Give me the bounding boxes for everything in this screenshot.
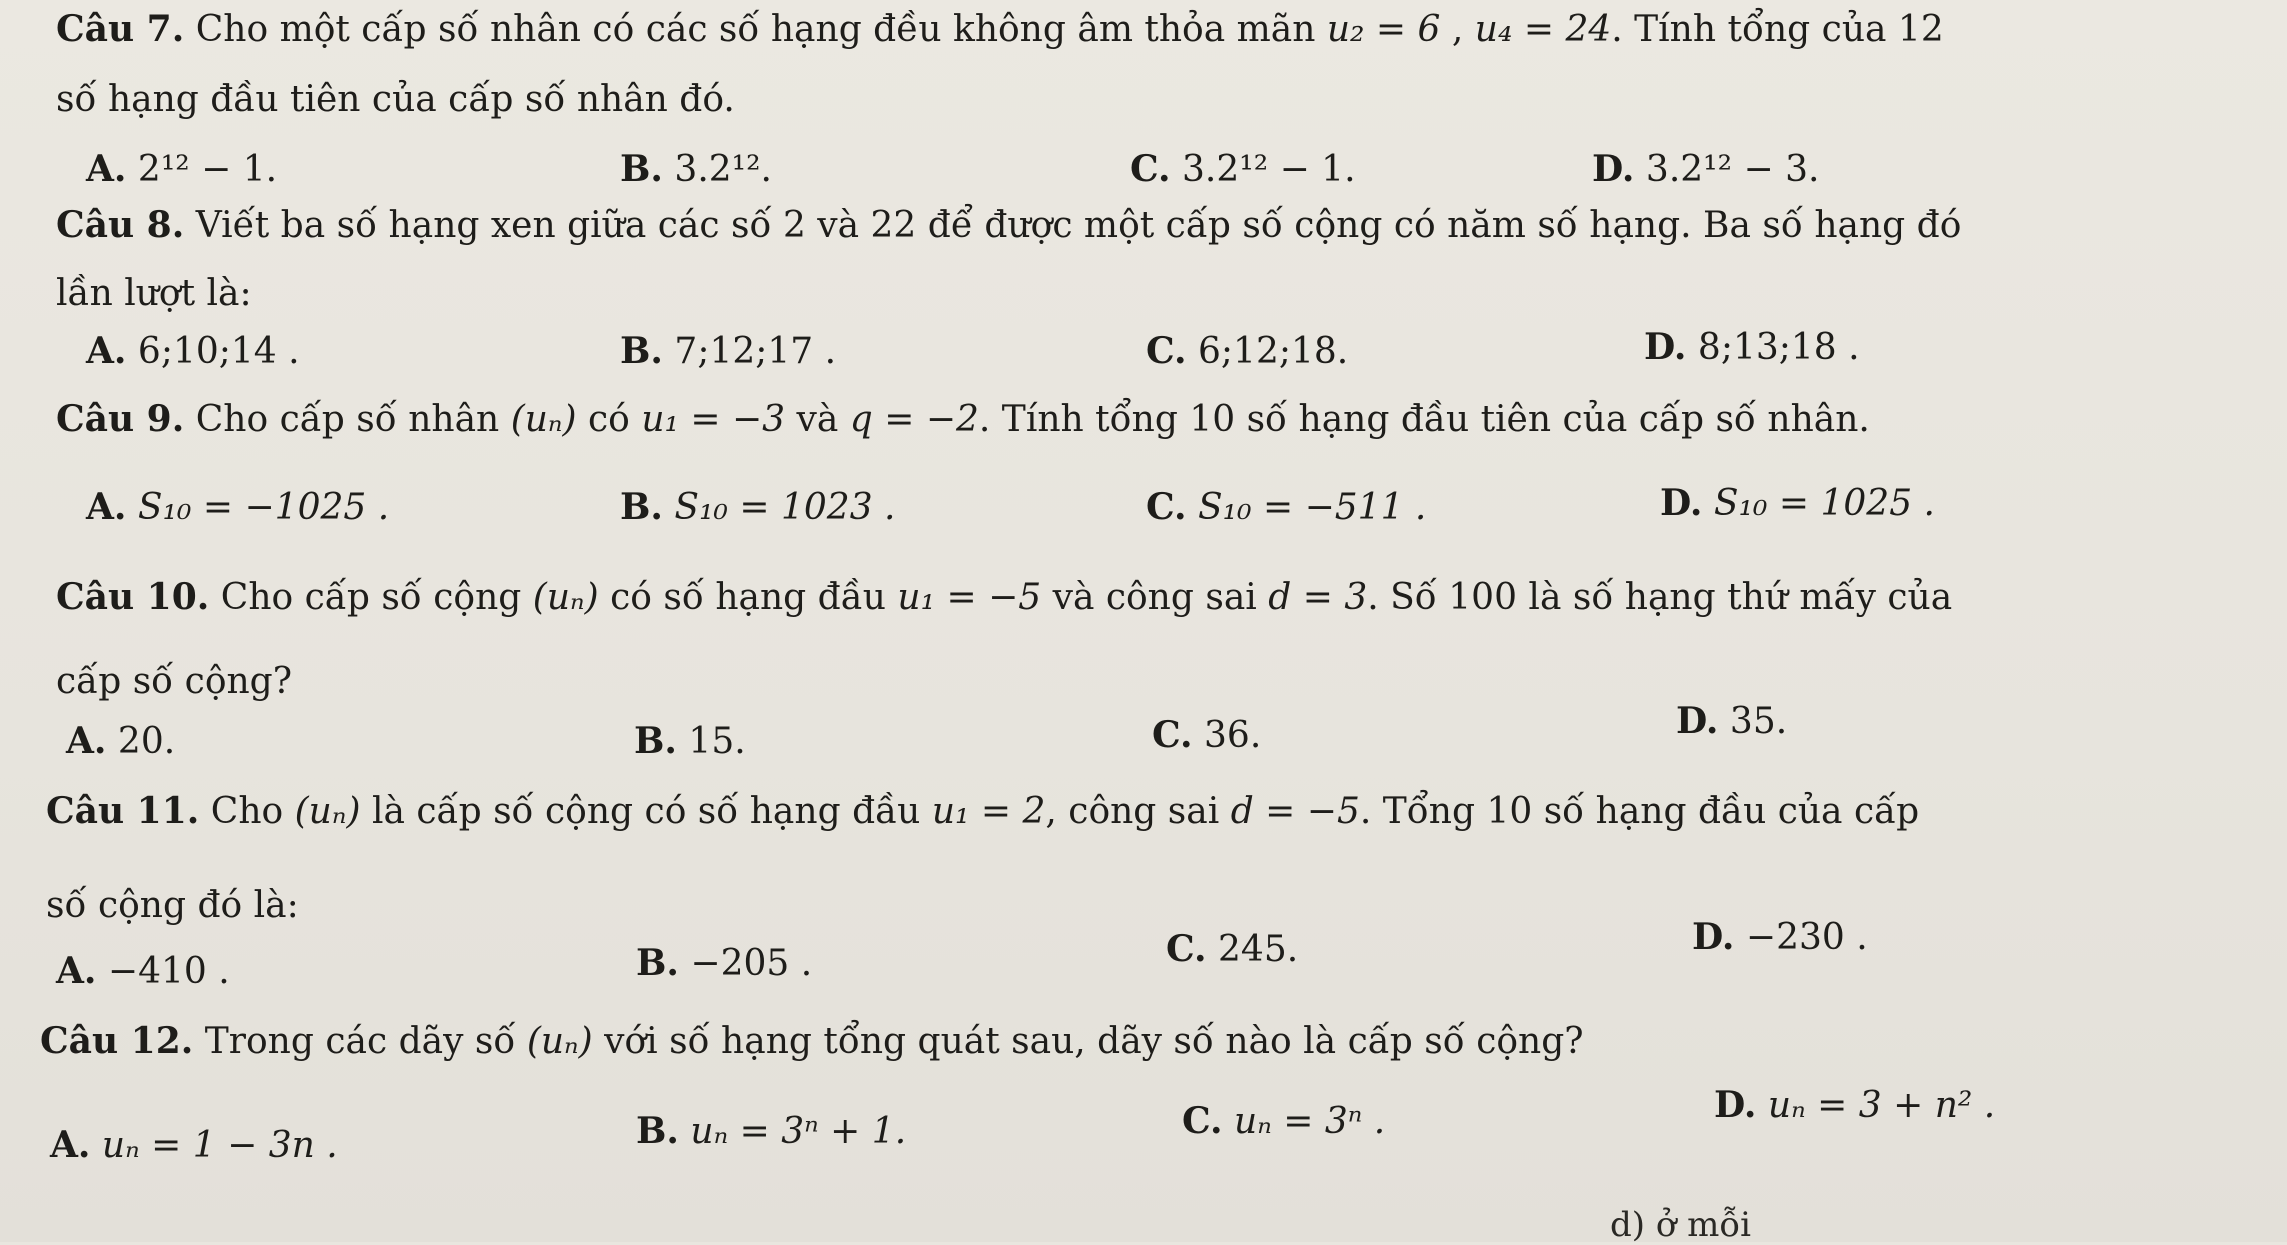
question-8-option-d[interactable]	[1644, 326, 1860, 369]
question-10-option-d[interactable]	[1676, 700, 1787, 743]
option-label: C.	[1130, 148, 1171, 190]
question-10-sequence: (uₙ)	[532, 577, 599, 618]
question-11-option-c[interactable]	[1166, 928, 1298, 971]
option-label: D.	[1592, 148, 1635, 190]
option-text: 245.	[1218, 929, 1299, 970]
option-text: S₁₀ = −1025 .	[137, 487, 390, 528]
option-text: −230 .	[1745, 917, 1868, 958]
question-8-option-a[interactable]	[86, 330, 300, 373]
question-9-condition-1: u₁ = −3	[641, 399, 786, 440]
question-9-option-a[interactable]	[86, 486, 389, 529]
option-label: A.	[66, 720, 107, 762]
question-7-line-2: số hạng đầu tiên của cấp số nhân đó.	[56, 79, 735, 120]
question-7-option-b[interactable]	[620, 148, 772, 191]
option-text: 2¹² − 1.	[137, 149, 278, 190]
option-text: S₁₀ = 1023 .	[674, 487, 896, 528]
question-12-option-d[interactable]	[1714, 1084, 1995, 1127]
option-label: A.	[86, 148, 127, 190]
option-label: C.	[1166, 928, 1207, 970]
option-text: 6;12;18.	[1198, 331, 1349, 372]
option-text: 15.	[688, 721, 746, 762]
question-12-option-c[interactable]	[1182, 1100, 1385, 1143]
option-label: B.	[620, 330, 663, 372]
question-8-text: Viết ba số hạng xen giữa các số 2 và 22 để được một cấp số cộng có năm số hạng. Ba số hạng đó	[184, 205, 1962, 246]
option-text: −205 .	[690, 943, 813, 984]
question-7-text-end: . Tính tổng của 12	[1611, 9, 1944, 50]
question-7-option-c[interactable]	[1130, 148, 1356, 191]
option-text: uₙ = 3ⁿ + 1.	[690, 1111, 907, 1152]
question-11-text: Cho	[199, 791, 295, 832]
option-text: 3.2¹².	[674, 149, 772, 190]
question-11-condition-1: u₁ = 2	[931, 791, 1046, 832]
question-8-option-b[interactable]	[620, 330, 836, 373]
question-10-line-2: cấp số cộng?	[56, 661, 293, 702]
question-7-separator: ,	[1440, 9, 1475, 50]
option-text: 3.2¹² − 3.	[1645, 149, 1820, 190]
question-10-label: Câu 10.	[56, 576, 210, 618]
option-label: B.	[636, 942, 679, 984]
question-9-line-1	[56, 398, 1870, 441]
option-label: D.	[1676, 700, 1719, 742]
option-text: S₁₀ = 1025 .	[1713, 483, 1936, 524]
question-10-condition-2: d = 3	[1268, 577, 1368, 618]
option-text: 8;13;18 .	[1697, 327, 1860, 368]
option-label: A.	[86, 330, 127, 372]
question-11-text-b: là cấp số cộng có số hạng đầu	[360, 791, 932, 832]
cut-off-text: d) ở mỗi	[1610, 1205, 1752, 1245]
question-11-sequence: (uₙ)	[294, 791, 361, 832]
question-9-option-b[interactable]	[620, 486, 896, 529]
option-label: D.	[1644, 326, 1687, 368]
question-11-line-2: số cộng đó là:	[46, 885, 299, 926]
question-9-condition-2: q = −2	[849, 399, 979, 440]
question-7-option-d[interactable]	[1592, 148, 1819, 191]
question-10-text-end: . Số 100 là số hạng thứ mấy của	[1367, 577, 1953, 618]
question-9-sequence: (uₙ)	[510, 399, 577, 440]
question-12-text-b: với số hạng tổng quát sau, dãy số nào là cấp số cộng?	[592, 1021, 1584, 1062]
question-9-label: Câu 9.	[56, 398, 185, 440]
question-12-text: Trong các dãy số	[193, 1021, 527, 1062]
option-label: C.	[1146, 486, 1187, 528]
question-10-text: Cho cấp số cộng	[209, 577, 533, 618]
question-10-text-b: có số hạng đầu	[598, 577, 898, 618]
question-11-text-mid: , công sai	[1045, 791, 1231, 832]
question-11-label: Câu 11.	[46, 790, 200, 832]
option-label: B.	[620, 486, 663, 528]
option-text: 20.	[117, 721, 176, 762]
question-9-text-mid: và	[785, 399, 850, 440]
option-text: S₁₀ = −511 .	[1198, 487, 1427, 528]
question-12-line-1	[40, 1020, 1584, 1063]
question-10-option-b[interactable]	[634, 720, 746, 763]
question-11-text-end: . Tổng 10 số hạng đầu của cấp	[1359, 791, 1920, 832]
question-7-text: Cho một cấp số nhân có các số hạng đều không âm thỏa mãn	[184, 9, 1327, 50]
question-9-text: Cho cấp số nhân	[184, 399, 511, 440]
question-10-line-1	[56, 576, 1952, 619]
option-label: A.	[50, 1124, 91, 1166]
question-9-option-c[interactable]	[1146, 486, 1426, 529]
option-text: 36.	[1204, 715, 1262, 756]
option-text: 35.	[1729, 701, 1788, 742]
question-7-line-1	[56, 8, 1944, 51]
question-12-option-b[interactable]	[636, 1110, 906, 1153]
question-9-option-d[interactable]	[1660, 482, 1935, 525]
question-11-line-1	[46, 790, 1919, 833]
option-text: 3.2¹² − 1.	[1182, 149, 1356, 190]
option-text: 6;10;14 .	[137, 331, 300, 372]
question-10-option-c[interactable]	[1152, 714, 1261, 757]
option-label: C.	[1182, 1100, 1223, 1142]
option-text: −410 .	[107, 951, 230, 992]
question-8-line-1	[56, 204, 1961, 247]
option-text: uₙ = 3 + n² .	[1767, 1085, 1996, 1126]
question-11-option-a[interactable]	[56, 950, 230, 993]
question-8-option-c[interactable]	[1146, 330, 1348, 373]
option-label: C.	[1146, 330, 1187, 372]
option-label: B.	[634, 720, 677, 762]
question-10-condition-1: u₁ = −5	[897, 577, 1042, 618]
option-text: uₙ = 1 − 3n .	[101, 1125, 338, 1166]
option-label: B.	[620, 148, 663, 190]
question-12-option-a[interactable]	[50, 1124, 338, 1167]
option-label: B.	[636, 1110, 679, 1152]
question-7-condition-2: u₄ = 24	[1474, 9, 1612, 50]
question-12-sequence: (uₙ)	[526, 1021, 593, 1062]
question-11-condition-2: d = −5	[1230, 791, 1360, 832]
question-11-option-d[interactable]	[1692, 916, 1868, 959]
question-8-line-2: lần lượt là:	[56, 273, 252, 314]
option-text: uₙ = 3ⁿ .	[1234, 1101, 1386, 1142]
question-9-text-end: . Tính tổng 10 số hạng đầu tiên của cấp số nhân.	[978, 399, 1870, 440]
question-7-option-a[interactable]	[86, 148, 277, 191]
question-12-label: Câu 12.	[40, 1020, 194, 1062]
question-11-option-b[interactable]	[636, 942, 812, 985]
question-10-text-mid: và công sai	[1041, 577, 1269, 618]
question-8-label: Câu 8.	[56, 204, 185, 246]
option-label: D.	[1692, 916, 1735, 958]
option-text: 7;12;17 .	[674, 331, 837, 372]
question-7-label: Câu 7.	[56, 8, 185, 50]
option-label: C.	[1152, 714, 1193, 756]
option-label: A.	[86, 486, 127, 528]
option-label: A.	[56, 950, 97, 992]
question-7-condition-1: u₂ = 6	[1326, 9, 1441, 50]
question-10-option-a[interactable]	[66, 720, 175, 763]
question-9-text-b: có	[576, 399, 642, 440]
option-label: D.	[1714, 1084, 1757, 1126]
option-label: D.	[1660, 482, 1703, 524]
